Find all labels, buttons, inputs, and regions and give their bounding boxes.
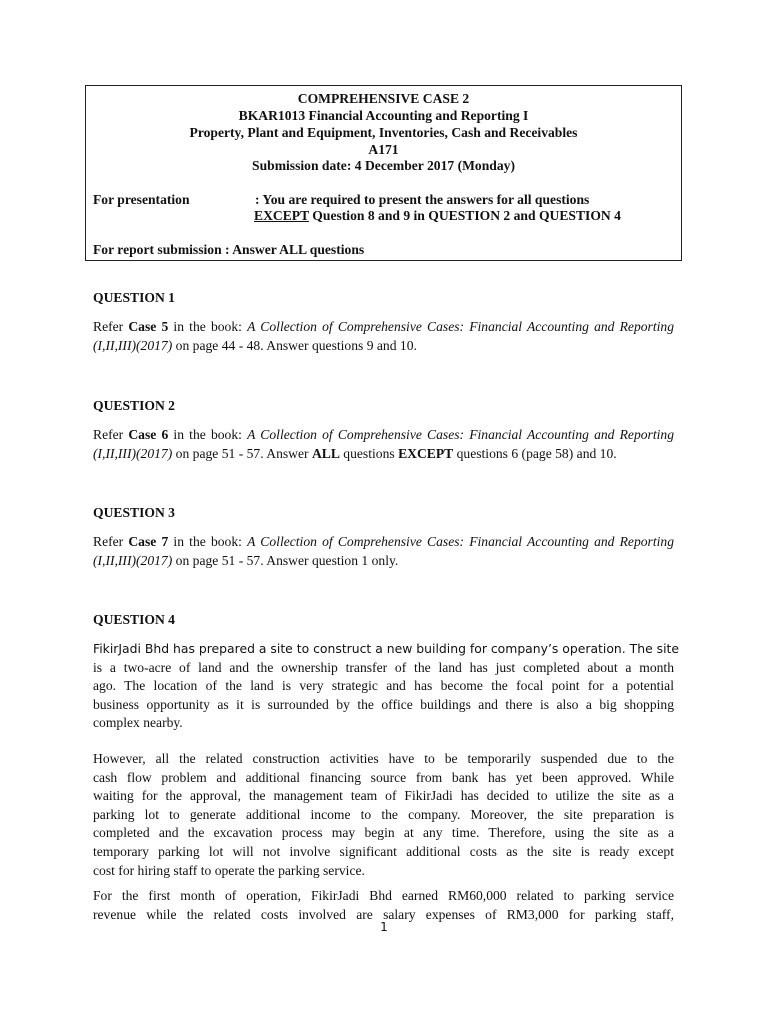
q4-p3-line-2: revenue while the related costs involved are salary expenses of RM3,000 for parking staff, xyxy=(93,906,674,922)
q1-refer: Refer xyxy=(93,319,129,334)
presentation-text: : You are required to present the answers for all questions xyxy=(255,192,590,207)
q4-p2-line-4: parking lot to generate additional income to the company. Moreover, the site preparation is xyxy=(93,806,674,822)
q1-in-book: in the book: xyxy=(168,319,248,334)
q4-paragraph-1 xyxy=(93,640,680,733)
q4-paragraph-2 xyxy=(93,750,674,880)
question-3-heading: QUESTION 3 xyxy=(93,505,175,520)
q3-case: Case 7 xyxy=(128,534,169,549)
q4-p1-line-3: ago. The location of the land is very strategic and has become the focal point for a potential xyxy=(93,678,674,694)
q2-case: Case 6 xyxy=(128,427,169,442)
question-1-heading: QUESTION 1 xyxy=(93,290,175,305)
q2-in-book: in the book: xyxy=(168,427,248,442)
q4-p1-line-4: business opportunity as it is surrounded by the office buildings and there is also a big shopping xyxy=(93,696,674,712)
q4-p2-line-7: cost for hiring staff to operate the parking service. xyxy=(93,862,365,878)
q1-rest: on page 44 - 48. Answer questions 9 and 10. xyxy=(172,337,417,353)
q4-p2-line-2: cash flow problem and additional financing source from bank has yet been approved. While xyxy=(93,769,674,785)
q4-p2-line-3: waiting for the approval, the management team of FikirJadi has decided to utilize the site as a xyxy=(93,788,674,804)
q4-p2-line-1: However, all the related construction activities have to be temporarily suspended due to the xyxy=(93,751,674,766)
q4-p2-line-5: completed and the excavation process may begin at any time. Therefore, using the site as a xyxy=(93,825,674,841)
q3-line-2 xyxy=(93,552,674,571)
question-2-text xyxy=(93,426,674,463)
q3-rest: on page 51 - 57. Answer question 1 only. xyxy=(172,552,399,568)
question-4-heading: QUESTION 4 xyxy=(93,612,175,627)
except-keyword: EXCEPT xyxy=(254,208,309,223)
header-box xyxy=(85,85,682,261)
q1-line-1 xyxy=(93,318,674,337)
semester-code: A171 xyxy=(368,142,399,157)
topic-title: Property, Plant and Equipment, Inventories, Cash and Receivables xyxy=(189,125,578,140)
presentation-label: For presentation xyxy=(93,192,190,207)
course-title: BKAR1013 Financial Accounting and Reporting I xyxy=(238,108,529,123)
q4-p3-line-1: For the first month of operation, FikirJadi Bhd earned RM60,000 related to parking service xyxy=(93,888,674,903)
q3-book-edition: (I,II,III)(2017) xyxy=(93,552,173,568)
q3-refer: Refer xyxy=(93,534,129,549)
q2-except: EXCEPT xyxy=(398,445,454,461)
question-2-heading: QUESTION 2 xyxy=(93,398,175,413)
q4-p1-line-2: is a two-acre of land and the ownership transfer of the land has just completed about a month xyxy=(93,659,674,675)
q3-line-1 xyxy=(93,533,674,552)
q2-book-edition: (I,II,III)(2017) xyxy=(93,445,173,461)
question-1-text xyxy=(93,318,674,355)
report-submission: For report submission : Answer ALL questions xyxy=(93,242,365,257)
question-3-text xyxy=(93,533,674,570)
q2-all: ALL xyxy=(311,445,340,461)
q4-paragraph-3 xyxy=(93,887,674,924)
q2-line-1 xyxy=(93,426,674,445)
q3-in-book: in the book: xyxy=(168,534,248,549)
q4-p1-line-1: FikirJadi Bhd has prepared a site to construct a new building for company’s operation. The site xyxy=(93,641,680,656)
case-title: COMPREHENSIVE CASE 2 xyxy=(297,91,470,106)
q2-refer: Refer xyxy=(93,427,129,442)
q2-rest-2: questions xyxy=(339,445,399,461)
q1-case: Case 5 xyxy=(128,319,169,334)
except-detail: Question 8 and 9 in QUESTION 2 and QUESTION 4 xyxy=(308,208,621,223)
q3-book-title: A Collection of Comprehensive Cases: Financial Accounting and Reporting xyxy=(247,534,674,549)
q4-p1-line-5: complex nearby. xyxy=(93,715,183,731)
q4-p2-line-6: temporary parking lot will not involve significant additional costs as the site is ready except xyxy=(93,843,674,859)
q2-book-title: A Collection of Comprehensive Cases: Financial Accounting and Reporting xyxy=(247,427,674,442)
page-number: 1 xyxy=(380,920,388,934)
q1-book-edition: (I,II,III)(2017) xyxy=(93,337,173,353)
q2-line-2 xyxy=(93,445,674,464)
q1-line-2 xyxy=(93,337,674,356)
q2-rest-1: on page 51 - 57. Answer xyxy=(172,445,312,461)
q2-rest-3: questions 6 (page 58) and 10. xyxy=(453,445,617,461)
q1-book-title: A Collection of Comprehensive Cases: Financial Accounting and Reporting xyxy=(247,319,674,334)
submission-date: Submission date: 4 December 2017 (Monday) xyxy=(252,158,515,173)
presentation-exception xyxy=(254,208,621,224)
